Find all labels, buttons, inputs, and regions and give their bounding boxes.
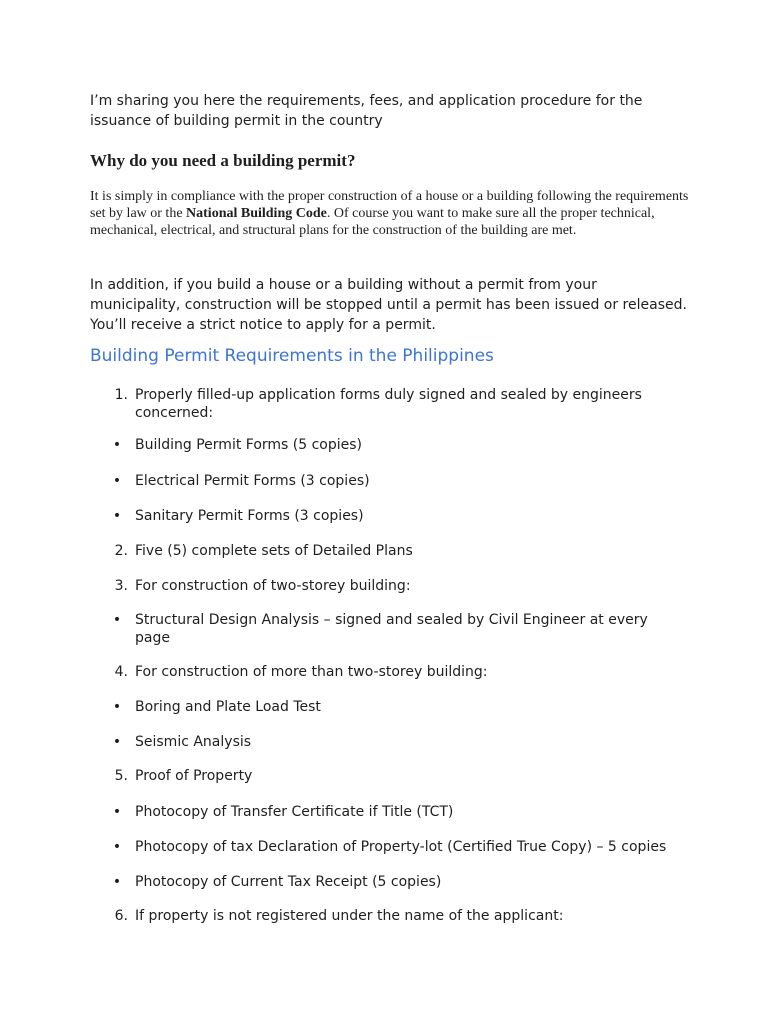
list-item-text: Photocopy of Transfer Certificate if Title (TCT): [135, 804, 454, 820]
list-marker: 5.: [114, 768, 128, 784]
why-heading: Why do you need a building permit?: [90, 151, 356, 170]
list-item-text: Structural Design Analysis – signed and sealed by Civil Engineer at every page: [135, 612, 648, 646]
list-marker: •: [112, 839, 122, 855]
list-marker: 6.: [114, 908, 128, 924]
list-marker: •: [112, 804, 122, 820]
list-item-text: Photocopy of Current Tax Receipt (5 copies): [135, 874, 442, 890]
list-marker: 4.: [114, 664, 128, 680]
list-item: [112, 803, 675, 821]
list-item-text: Five (5) complete sets of Detailed Plans: [135, 543, 413, 559]
list-item: [114, 767, 675, 785]
national-building-code-bold: National Building Code: [186, 206, 327, 221]
list-marker: •: [112, 699, 122, 715]
list-marker: •: [112, 473, 122, 489]
list-item: [114, 386, 675, 422]
list-item: [114, 542, 675, 560]
list-item-text: Sanitary Permit Forms (3 copies): [135, 508, 364, 524]
list-item-text: Seismic Analysis: [135, 734, 252, 750]
list-item-text: Electrical Permit Forms (3 copies): [135, 473, 370, 489]
list-item: [112, 873, 675, 891]
why-paragraph-after: . Of course you want to make sure all the proper technical, mechanical, electrical, and structural plans for the construction of the building are met.: [90, 206, 655, 238]
list-item-text: Photocopy of tax Declaration of Property-lot (Certified True Copy) – 5 copies: [135, 839, 667, 855]
list-item: [112, 436, 675, 454]
list-marker: •: [112, 612, 122, 628]
list-marker: •: [112, 734, 122, 750]
list-marker: 3.: [114, 578, 128, 594]
list-item: [112, 472, 675, 490]
intro-paragraph: I’m sharing you here the requirements, fees, and application procedure for the issuance of building permit in the country: [90, 93, 643, 129]
list-item-text: If property is not registered under the name of the applicant:: [135, 908, 564, 924]
list-item: [112, 507, 675, 525]
list-item: [112, 733, 675, 751]
list-item: [112, 611, 675, 647]
list-item-text: For construction of more than two-storey building:: [135, 664, 488, 680]
list-item: [112, 698, 675, 716]
list-item-text: Building Permit Forms (5 copies): [135, 437, 363, 453]
list-item: [114, 663, 675, 681]
list-marker: •: [112, 437, 122, 453]
list-item-text: For construction of two-storey building:: [135, 578, 411, 594]
addition-paragraph: In addition, if you build a house or a building without a permit from your municipality, construction will be stopped until a permit has been issued or released. You’ll receive a strict notice to apply for a permit.: [90, 277, 687, 333]
list-item: [114, 907, 675, 925]
list-item: [114, 577, 675, 595]
list-item-text: Boring and Plate Load Test: [135, 699, 321, 715]
list-marker: 1.: [114, 387, 128, 403]
list-item: [112, 838, 675, 856]
list-item-text: Proof of Property: [135, 768, 253, 784]
why-paragraph-before: It is simply in compliance with the proper construction of a house or a building following the requirements set by law or the: [90, 189, 689, 221]
list-item-text: Properly filled-up application forms duly signed and sealed by engineers concerned:: [135, 387, 642, 421]
requirements-heading: Building Permit Requirements in the Philippines: [90, 346, 494, 366]
list-marker: •: [112, 508, 122, 524]
why-paragraph: [90, 188, 690, 239]
list-marker: •: [112, 874, 122, 890]
list-marker: 2.: [114, 543, 128, 559]
